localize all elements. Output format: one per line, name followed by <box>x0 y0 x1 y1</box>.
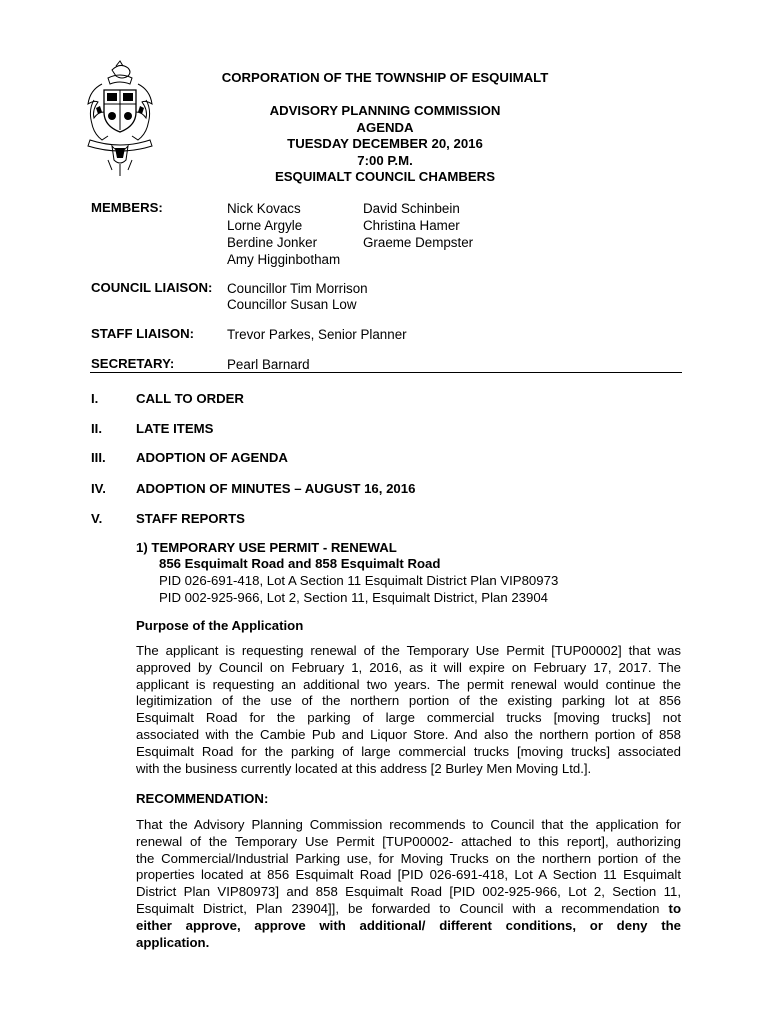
member-name: Amy Higginbotham <box>227 252 341 267</box>
paragraph-line: That the Advisory Planning Commission recommends to Council that the application for <box>136 817 681 832</box>
paragraph-line: approved by Council on February 1, 2016, as it will expire on February 17, 2017. The <box>136 659 681 675</box>
member-name: Graeme Dempster <box>363 235 474 250</box>
agenda-item-number: V. <box>91 511 103 526</box>
members-label: MEMBERS: <box>91 200 163 215</box>
staff-liaison-label: STAFF LIAISON: <box>91 326 195 341</box>
paragraph-line: associated with the Cambie Pub and Liquor Store. And also the northern portion of 858 <box>136 726 681 742</box>
organization-title: CORPORATION OF THE TOWNSHIP OF ESQUIMALT <box>221 70 549 85</box>
agenda-item-title: STAFF REPORTS <box>136 511 245 526</box>
recommendation-paragraph <box>136 817 681 951</box>
agenda-item-title: ADOPTION OF MINUTES – AUGUST 16, 2016 <box>136 481 416 496</box>
agenda-item-title: LATE ITEMS <box>136 421 214 436</box>
paragraph-line: the Commercial/Industrial Parking use, for Moving Trucks on the northern portion of the <box>136 850 681 866</box>
document-type: AGENDA <box>356 119 414 135</box>
member-name: Lorne Argyle <box>227 218 303 233</box>
paragraph-line: renewal of the Temporary Use Permit [TUP00002- attached to this report], authorizing <box>136 833 681 849</box>
emphasis-text: to <box>668 900 681 916</box>
report-pid: PID 002-925-966, Lot 2, Section 11, Esquimalt District, Plan 23904 <box>159 590 549 605</box>
agenda-item-title: ADOPTION OF AGENDA <box>136 450 288 465</box>
paragraph-line: District Plan VIP80973] and 858 Esquimalt Road [PID 002-925-966, Lot 2, Section 11, <box>136 884 681 900</box>
staff-liaison-name: Trevor Parkes, Senior Planner <box>227 327 407 342</box>
report-address: 856 Esquimalt Road and 858 Esquimalt Road <box>159 556 441 571</box>
secretary-name: Pearl Barnard <box>227 357 310 372</box>
paragraph-line: applicant is requesting an additional two years. The permit renewal would continue the <box>136 676 681 692</box>
agenda-item-title: CALL TO ORDER <box>136 391 244 406</box>
member-name: Berdine Jonker <box>227 235 318 250</box>
agenda-item-number: II. <box>91 421 102 436</box>
meeting-time: 7:00 P.M. <box>357 152 413 168</box>
paragraph-line: Esquimalt Road for the parking of large commercial trucks [moving trucks] associated <box>136 743 681 759</box>
township-crest-logo <box>82 60 158 178</box>
member-name: David Schinbein <box>363 201 460 216</box>
paragraph-line: Esquimalt Road for the parking of large commercial trucks [moving trucks] not <box>136 710 681 726</box>
council-liaison-name: Councillor Tim Morrison <box>227 281 368 296</box>
paragraph-line: legitimization of the use of the northern portion of the existing parking lot at 856 <box>136 693 681 709</box>
council-liaison-label: COUNCIL LIAISON: <box>91 280 213 295</box>
member-name: Christina Hamer <box>363 218 460 233</box>
agenda-item-number: III. <box>91 450 106 465</box>
paragraph-line: application. <box>136 934 210 950</box>
report-pid: PID 026-691-418, Lot A Section 11 Esquimalt District Plan VIP80973 <box>159 573 559 588</box>
paragraph-line: The applicant is requesting renewal of the Temporary Use Permit [TUP00002] that was <box>136 643 681 658</box>
report-item-title: 1) TEMPORARY USE PERMIT - RENEWAL <box>136 540 397 555</box>
line-text: Esquimalt District, Plan 23904]], be forwarded to Council with a recommendation <box>136 900 669 916</box>
council-liaison-name: Councillor Susan Low <box>227 297 357 312</box>
meeting-date: TUESDAY DECEMBER 20, 2016 <box>287 136 483 151</box>
header-divider <box>90 372 682 373</box>
purpose-heading: Purpose of the Application <box>136 618 304 633</box>
recommendation-heading: RECOMMENDATION: <box>136 791 269 806</box>
member-name: Nick Kovacs <box>227 201 301 216</box>
paragraph-line: with the business currently located at this address [2 Burley Men Moving Ltd.]. <box>136 760 592 776</box>
agenda-item-number: I. <box>91 391 99 406</box>
paragraph-line <box>136 901 681 918</box>
commission-title: ADVISORY PLANNING COMMISSION <box>269 103 501 118</box>
purpose-paragraph <box>136 643 681 777</box>
paragraph-line: either approve, approve with additional/ different conditions, or deny the <box>136 917 681 933</box>
agenda-item-number: IV. <box>91 481 106 496</box>
secretary-label: SECRETARY: <box>91 356 175 371</box>
paragraph-line: properties located at 856 Esquimalt Road [PID 026-691-418, Lot A Section 11 Esquimalt <box>136 867 681 883</box>
meeting-location: ESQUIMALT COUNCIL CHAMBERS <box>274 169 496 184</box>
